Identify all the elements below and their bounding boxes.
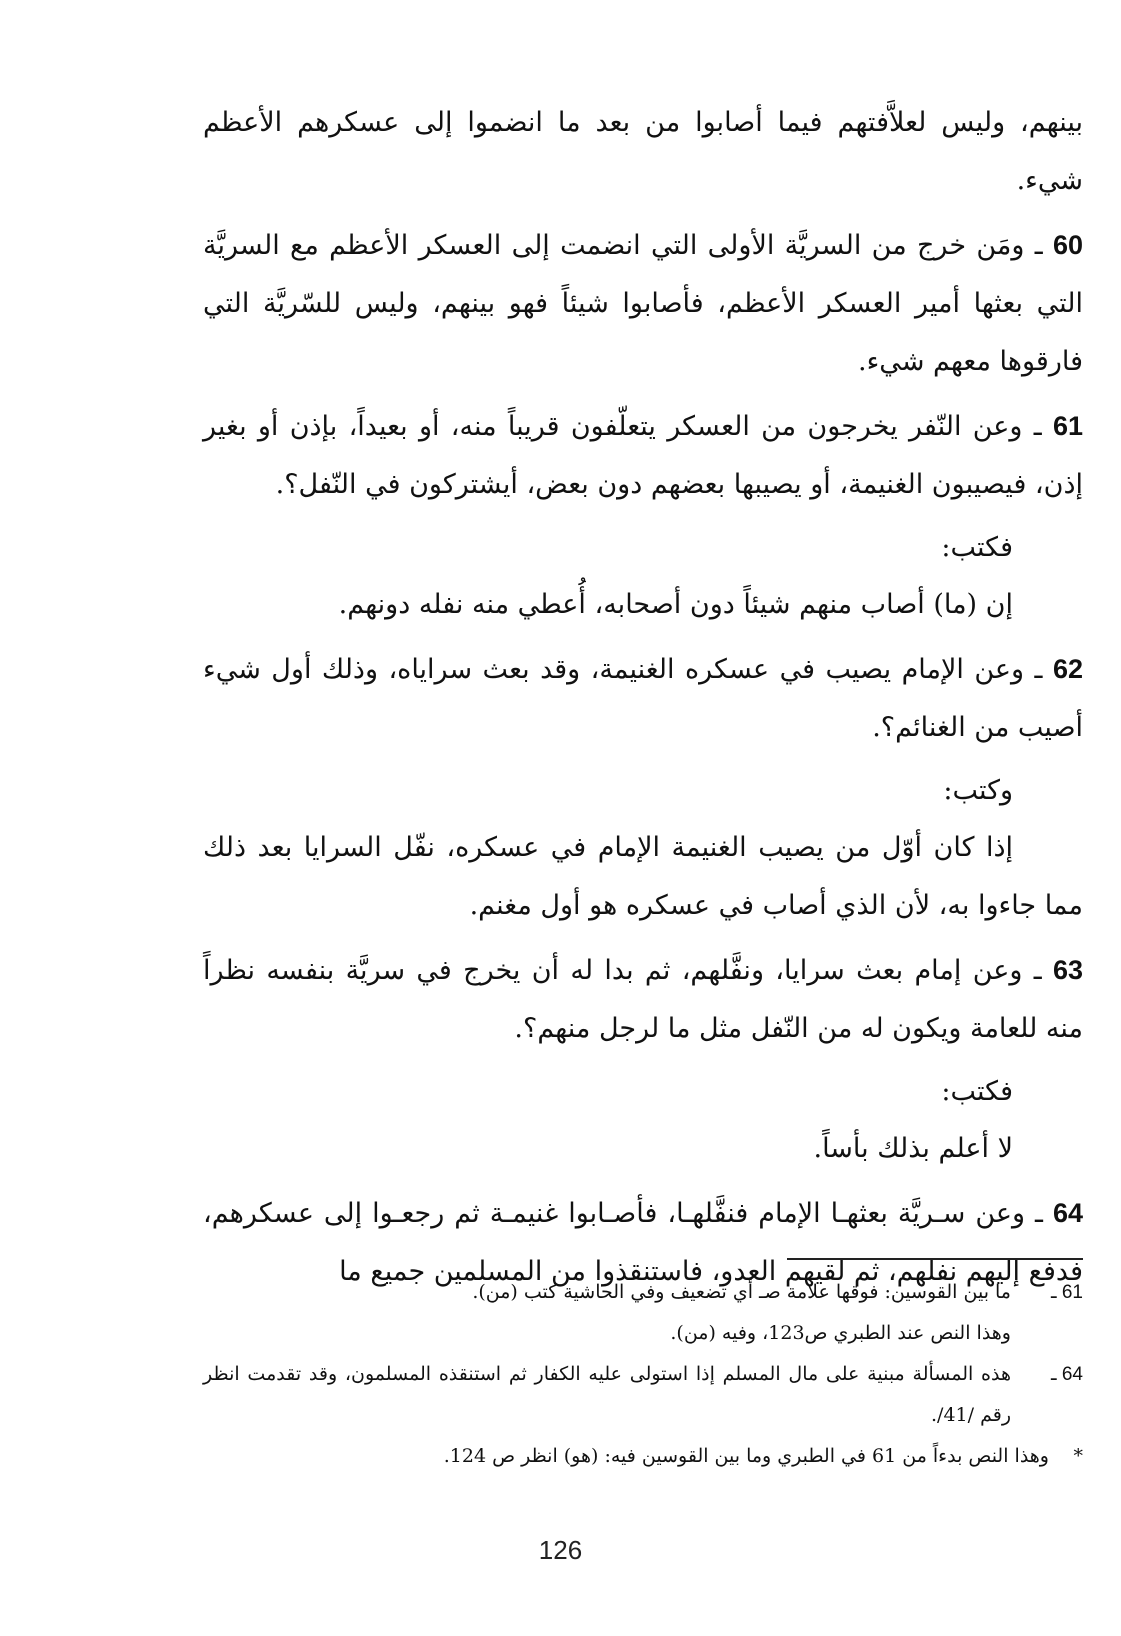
footnote-61-continuation: وهذا النص عند الطبري ص123، وفيه (من). — [670, 1322, 1011, 1344]
paragraph-60 — [203, 216, 1083, 391]
footnote-61 — [203, 1272, 1083, 1313]
paragraph-text: ـ ومَن خرج من السريَّة الأولى التي انضمت إلى العسكر الأعظم مع السريَّة التي بعثها أمير العسكر الأعظم، فأصابوا شيئاً فهو بينهم، وليس للسّريَّة التي فارقوها معهم شيء. — [203, 230, 1083, 377]
footnote-64 — [203, 1354, 1083, 1436]
answer-label: فكتب: — [941, 532, 1013, 563]
paragraph-text: ـ وعن الإمام يصيب في عسكره الغنيمة، وقد بعث سراياه، وذلك أول شيء أصيب من الغنائم؟. — [203, 654, 1083, 743]
footnote-divider — [787, 1258, 1083, 1260]
main-text — [203, 94, 1083, 1307]
paragraph-text: ـ وعن سـريَّة بعثهـا الإمام فنفَّلهـا، فأصـابوا غنيمـة ثم رجعـوا إلى عسكرهم، فدفع إليهم نفلهم، ثم لقيهم العدو، فاستنقذوا من المسلمين جميع ما — [203, 1198, 1083, 1287]
paragraph-62 — [203, 640, 1083, 757]
paragraph-63 — [203, 941, 1083, 1058]
answer-label: فكتب: — [941, 1076, 1013, 1107]
paragraph-61 — [203, 397, 1083, 514]
paragraph-number: 62 — [1052, 654, 1083, 684]
paragraph-number: 63 — [1052, 955, 1083, 985]
paragraph-text: ـ وعن النّفر يخرجون من العسكر يتعلّفون قريباً منه، أو بعيداً، بإذن أو بغير إذن، فيصيبون الغنيمة، أو يصيبها بعضهم دون بعض، أيشتركون في النّفل؟. — [203, 411, 1083, 500]
answer-text: لا أعلم بذلك بأساً. — [813, 1133, 1013, 1164]
footnote-key: 64 ـ — [1051, 1364, 1083, 1385]
footnote-text: هذه المسألة مبنية على مال المسلم إذا استولى عليه الكفار ثم استنقذه المسلمون، وقد تقدمت انظر رقم /41/. — [203, 1363, 1011, 1426]
answer-text: إذا كان أوّل من يصيب الغنيمة الإمام في عسكره، نفّل السرايا بعد ذلك مما جاءوا به، لأن الذي أصاب في عسكره هو أول مغنم. — [203, 832, 1083, 921]
answer-text: إن (ما) أصاب منهم شيئاً دون أصحابه، أُعطي منه نفله دونهم. — [338, 589, 1013, 620]
footnote-key: 61 ـ — [1051, 1282, 1083, 1303]
paragraph-number: 60 — [1052, 230, 1083, 260]
paragraph-number: 64 — [1052, 1198, 1083, 1228]
asterisk-icon: * — [1073, 1445, 1083, 1467]
footnote-text: وهذا النص بدءاً من 61 في الطبري وما بين القوسين فيه: (هو) انظر ص 124. — [443, 1445, 1049, 1467]
paragraph-number: 61 — [1052, 411, 1083, 441]
footnote-text: ما بين القوسين: فوقها علامة صـ أي تضعيف وفي الحاشية كتب (من). — [472, 1281, 1011, 1303]
footnotes — [203, 1272, 1083, 1477]
paragraph-text: ـ وعن إمام بعث سرايا، ونفَّلهم، ثم بدا له أن يخرج في سريَّة بنفسه نظراً منه للعامة ويكون له من النّفل مثل ما لرجل منهم؟. — [203, 955, 1083, 1044]
page-number: 126 — [538, 1535, 583, 1565]
footnote-star — [203, 1436, 1083, 1477]
paragraph-continuation: بينهم، وليس لعلاَّفتهم فيما أصابوا من بعد ما انضموا إلى عسكرهم الأعظم شيء. — [203, 107, 1084, 196]
answer-label: وكتب: — [943, 775, 1013, 806]
